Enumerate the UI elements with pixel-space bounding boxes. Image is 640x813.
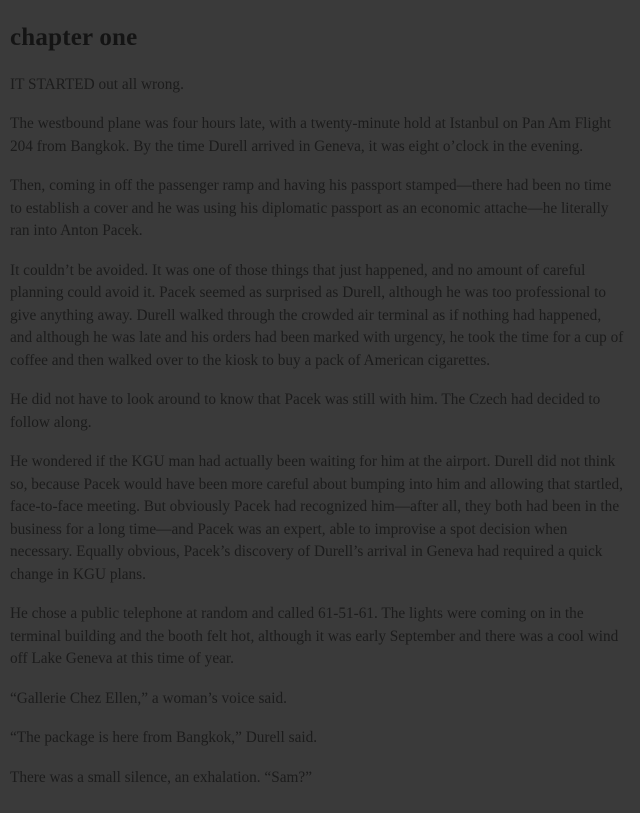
paragraph: “Gallerie Chez Ellen,” a woman’s voice said.	[10, 689, 287, 707]
paragraph: IT STARTED out all wrong.	[10, 76, 184, 93]
paragraph: “The package is here from Bangkok,” Durell said.	[10, 729, 318, 747]
page-title: chapter one	[10, 24, 138, 51]
paragraph: He did not have to look around to know that Pacek was still with him. The Czech had decided to follow along.	[10, 391, 601, 431]
paragraph: He wondered if the KGU man had actually been waiting for him at the airport. Durell did not think so, because Pacek would have been more careful about bumping into him and allowing that startled, face-to-face meeting. But obviously Pacek had recognized him—after all, they both had been in the business for a long time—and Pacek was an expert, able to improvise a spot decision when necessary. Equally obvious, Pacek’s discovery of Durell’s arrival in Geneva had required a quick change in KGU plans.	[10, 453, 623, 583]
paragraph: The westbound plane was four hours late, with a twenty-minute hold at Istanbul on Pan Am Flight 204 from Bangkok. By the time Durell arrived in Geneva, it was eight o’clock in the evening.	[10, 115, 612, 155]
paragraph: There was a small silence, an exhalation. “Sam?”	[10, 768, 312, 786]
paragraph: It couldn’t be avoided. It was one of those things that just happened, and no amount of careful planning could avoid it. Pacek seemed as surprised as Durell, although he was too professional to give anything away. Durell walked through the crowded air terminal as if nothing had happened, and although he was late and his orders had been marked with urgency, he took the time for a cup of coffee and then walked over to the kiosk to buy a pack of American cigarettes.	[10, 261, 624, 369]
paragraph: He chose a public telephone at random and called 61-51-61. The lights were coming on in the terminal building and the booth felt hot, although it was early September and there was a cool wind off Lake Geneva at this time of year.	[10, 605, 619, 668]
paragraph: Then, coming in off the passenger ramp and having his passport stamped—there had been no time to establish a cover and he was using his diplomatic passport as an economic attache—he literally ran into Anton Pacek.	[10, 177, 612, 240]
